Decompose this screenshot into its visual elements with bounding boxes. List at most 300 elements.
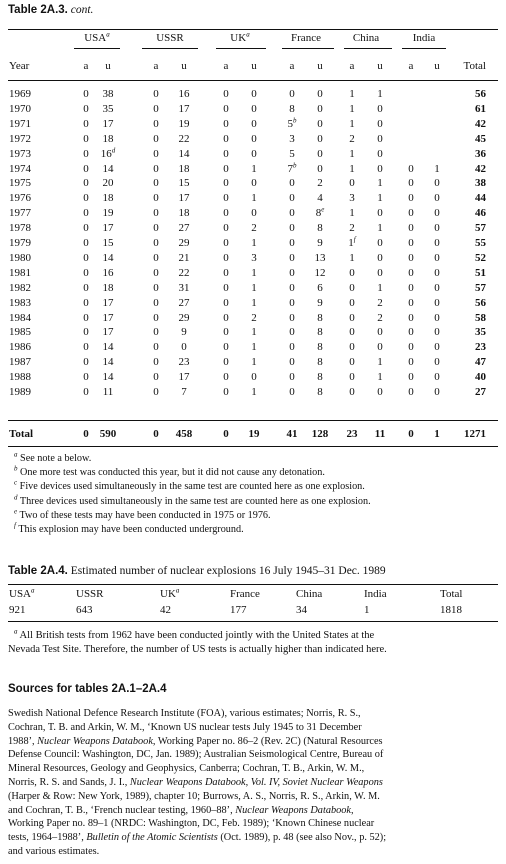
row-total-cell: 42 xyxy=(475,117,486,130)
sources-line xyxy=(8,804,498,818)
footnote xyxy=(14,480,365,493)
value-cell: 34 xyxy=(296,604,307,616)
column-header xyxy=(76,587,104,601)
value-cell: 1 xyxy=(251,281,257,294)
value-cell: 0 xyxy=(289,266,295,279)
row-total-cell: 57 xyxy=(475,222,486,235)
value-cell: 18 xyxy=(102,192,114,205)
value-cell: 1 xyxy=(251,386,257,398)
row-total-cell: 52 xyxy=(475,251,486,264)
value-cell: 0 xyxy=(153,251,159,264)
value-cell: 8 xyxy=(317,311,323,324)
value-cell: 8 xyxy=(317,356,323,369)
value-cell: 27 xyxy=(178,296,190,309)
value-cell: 0 xyxy=(153,162,159,175)
subheader-u: u xyxy=(105,60,111,72)
value-cell: 0 xyxy=(83,222,89,235)
total-value-cell: 11 xyxy=(374,428,386,440)
value-cell: 0 xyxy=(434,296,440,309)
value-cell: 3 xyxy=(289,132,295,145)
value-cell: 1 xyxy=(377,177,383,190)
row-total-cell: 56 xyxy=(475,296,486,309)
row-total-cell: 51 xyxy=(475,266,486,279)
sources-line xyxy=(8,735,498,749)
sources-line xyxy=(8,748,498,762)
value-cell: 1 xyxy=(251,266,257,279)
value-cell: 0 xyxy=(434,326,440,339)
country-name: UK xyxy=(230,32,247,44)
value-cell: 0 xyxy=(83,207,89,220)
value-cell: 0 xyxy=(153,102,159,115)
value-cell: 0 xyxy=(408,341,414,354)
value-cell: 0 xyxy=(377,102,383,115)
value-cell: 0 xyxy=(349,177,355,190)
table-top-rule xyxy=(8,29,498,30)
group-rule xyxy=(282,48,334,49)
group-rule xyxy=(74,48,120,49)
total-value-cell: 0 xyxy=(153,428,159,440)
value-cell: 0 xyxy=(289,237,295,249)
subheader-a: a xyxy=(223,60,229,72)
value-cell: 0 xyxy=(153,296,159,309)
text-run: (Harper & Row: New York, 1989), chapter 10; Burrows, A. S., Norris, R. S., Arkin, W. M. xyxy=(8,790,380,802)
sources-line xyxy=(8,707,498,721)
value-cell: 0 xyxy=(223,266,229,279)
footnote-mark: a xyxy=(175,586,180,595)
value-cell: 15 xyxy=(102,237,114,249)
year-cell: 1980 xyxy=(9,251,31,264)
value-cell: 18 xyxy=(178,162,190,175)
value-cell: 0 xyxy=(83,356,89,369)
value-cell: 16 xyxy=(102,266,114,279)
column-header-label: India xyxy=(364,588,387,600)
value-cell: 0 xyxy=(251,102,257,115)
value-cell: 0 xyxy=(83,311,89,324)
year-cell: 1988 xyxy=(9,371,31,384)
value-cell: 0 xyxy=(251,177,257,190)
total-value-cell: 1 xyxy=(434,428,440,440)
value-cell: 0 xyxy=(349,341,355,354)
column-header-label: France xyxy=(230,588,260,600)
value-cell: 0 xyxy=(153,371,159,384)
value-cell: 0 xyxy=(83,162,89,175)
value-cell: 22 xyxy=(178,132,190,145)
value-cell: 16 xyxy=(178,88,190,100)
value-cell: 8 xyxy=(317,371,323,384)
value-cell: 2 xyxy=(317,177,323,190)
value-cell: 23 xyxy=(178,356,190,369)
value-cell: 0 xyxy=(434,341,440,354)
value-cell: 0 xyxy=(83,177,89,190)
row-total-cell: 27 xyxy=(475,386,486,398)
pre-total-rule xyxy=(8,420,498,421)
value-cell: 0 xyxy=(434,266,440,279)
value-cell: 0 xyxy=(83,341,89,354)
row-total-cell: 57 xyxy=(475,281,486,294)
footnote-mark: f xyxy=(14,521,16,530)
value-cell: 14 xyxy=(102,162,114,175)
year-cell: 1986 xyxy=(9,341,31,354)
value-cell: 0 xyxy=(289,251,295,264)
year-cell: 1978 xyxy=(9,222,31,235)
value-cell: 0 xyxy=(377,341,383,354)
row-total-cell: 40 xyxy=(475,371,486,384)
value-cell: 17 xyxy=(178,371,190,384)
value-cell: 0 xyxy=(317,162,323,175)
value-cell: 0 xyxy=(289,371,295,384)
value-cell: 0 xyxy=(83,147,89,160)
footnote-mark: b xyxy=(293,116,297,125)
subheader-a: a xyxy=(408,60,414,72)
value-cell: 1 xyxy=(377,88,383,100)
value-cell: 17 xyxy=(102,311,114,324)
value-cell: 7 xyxy=(181,386,187,398)
value-cell: 0 xyxy=(83,102,89,115)
value-cell: 0 xyxy=(349,386,355,398)
value-cell: 1 xyxy=(349,162,355,175)
total-value-cell: 41 xyxy=(286,428,298,440)
footnote-mark: b xyxy=(293,160,297,169)
total-value-cell: 23 xyxy=(346,428,358,440)
header-rule xyxy=(8,80,498,81)
value-cell: 0 xyxy=(349,311,355,324)
country-header xyxy=(353,31,379,45)
sources-text xyxy=(8,707,498,859)
year-cell: 1977 xyxy=(9,207,31,220)
italic-title: Nuclear Weapons Databook xyxy=(235,804,351,816)
value-cell: 0 xyxy=(317,88,323,100)
value-cell: 0 xyxy=(434,371,440,384)
value-cell: 0 xyxy=(83,371,89,384)
value-cell: 0 xyxy=(408,251,414,264)
text-run: Mineral Resources, Geology and Geophysics, Canberra; Cochran, T. B., Arkin, W. M., xyxy=(8,763,365,775)
value-cell: 31 xyxy=(178,281,190,294)
value-cell: 0 xyxy=(153,117,159,130)
table-2a4-top-rule xyxy=(8,584,498,585)
value-cell: 1 xyxy=(349,207,355,220)
year-header: Year xyxy=(9,60,30,72)
value-cell: 3 xyxy=(349,192,355,205)
table-number: Table 2A.3. xyxy=(8,4,68,16)
value-cell: 0 xyxy=(434,311,440,324)
value-cell: 0 xyxy=(408,281,414,294)
value-cell: 0 xyxy=(153,132,159,145)
country-name: France xyxy=(291,32,321,44)
value-cell: 0 xyxy=(251,117,257,130)
value-cell: 0 xyxy=(408,192,414,205)
table-2a3-title xyxy=(8,4,93,16)
text-run: (Oct. 1989), p. 48 (see also Nov., p. 52); xyxy=(217,832,387,844)
value-cell: 0 xyxy=(83,281,89,294)
year-cell: 1974 xyxy=(9,162,31,175)
row-total-cell: 23 xyxy=(475,341,486,354)
value-cell: 0 xyxy=(153,266,159,279)
value-cell: 0 xyxy=(349,281,355,294)
value-cell: 0 xyxy=(349,326,355,339)
value-cell: 8 xyxy=(317,341,323,354)
value-cell: 1 xyxy=(251,326,257,339)
value-cell: 0 xyxy=(377,251,383,264)
value-cell: 1 xyxy=(349,102,355,115)
value-cell: 18 xyxy=(178,207,190,220)
subheader-u: u xyxy=(181,60,187,72)
total-value-cell: 0 xyxy=(408,428,414,440)
value-cell: 3 xyxy=(251,251,257,264)
text-run: and Cochran, T. B., ‘French nuclear testing, 1960–88’, xyxy=(8,804,236,816)
value-cell: 0 xyxy=(153,326,159,339)
table-bottom-rule xyxy=(8,446,498,447)
value-cell: 2 xyxy=(349,132,355,145)
value-cell: 0 xyxy=(289,281,295,294)
group-rule xyxy=(402,48,446,49)
value-cell: 0 xyxy=(377,147,383,160)
italic-title: Bulletin of the Atomic Scientists xyxy=(86,832,218,844)
value-cell: 0 xyxy=(408,386,414,398)
value-cell: 0 xyxy=(317,147,323,160)
column-header xyxy=(9,587,35,601)
value-cell: 2 xyxy=(251,311,257,324)
column-header xyxy=(160,587,179,601)
column-header-label: UK xyxy=(160,588,176,600)
value-cell: 42 xyxy=(160,604,171,616)
subheader-a: a xyxy=(83,60,89,72)
value-cell: 0 xyxy=(153,88,159,100)
year-cell: 1969 xyxy=(9,88,31,100)
subheader-a: a xyxy=(289,60,295,72)
value-cell: 0 xyxy=(349,296,355,309)
value-cell: 0 xyxy=(434,281,440,294)
value-cell: 0 xyxy=(408,177,414,190)
footnote-text: One more test was conducted this year, but it did not cause any detonation. xyxy=(17,467,325,479)
year-cell: 1983 xyxy=(9,296,31,309)
value-cell: 1 xyxy=(364,604,370,616)
total-header: Total xyxy=(463,60,486,72)
total-value-cell: 590 xyxy=(99,428,117,440)
value-cell: 0 xyxy=(153,341,159,354)
year-cell: 1982 xyxy=(9,281,31,294)
value-cell: 0 xyxy=(289,222,295,235)
value-cell: 14 xyxy=(102,371,114,384)
value-cell: 0 xyxy=(289,341,295,354)
year-cell: 1972 xyxy=(9,132,31,145)
value-cell: 0 xyxy=(223,311,229,324)
year-cell: 1985 xyxy=(9,326,31,339)
value-cell: 0 xyxy=(153,192,159,205)
country-name: China xyxy=(352,32,380,44)
year-cell: 1989 xyxy=(9,386,31,398)
country-header xyxy=(413,31,436,45)
value-cell: 0 xyxy=(83,326,89,339)
column-header xyxy=(296,587,322,601)
value-cell: 0 xyxy=(434,207,440,220)
value-cell: 0 xyxy=(408,237,414,249)
footnote xyxy=(14,495,371,508)
text-run: Defense Council: Washington, DC, Jan. 1989); Australian Seismological Centre, Bureau of xyxy=(8,749,384,761)
value-cell: 921 xyxy=(9,604,26,616)
value-cell: 0 xyxy=(289,177,295,190)
value-cell: 2 xyxy=(349,222,355,235)
value-cell: 18 xyxy=(102,281,114,294)
value-cell: 0 xyxy=(377,326,383,339)
value-cell: 2 xyxy=(377,296,383,309)
text-run: Cochran, T. B. and Arkin, W. M., ‘Known US nuclear tests July 1945 to 31 December xyxy=(8,721,362,733)
value-cell: 1 xyxy=(251,237,257,249)
value-cell: 0 xyxy=(223,102,229,115)
row-total-cell: 56 xyxy=(475,88,486,100)
value-cell: 0 xyxy=(83,386,89,398)
sources-heading: Sources for tables 2A.1–2A.4 xyxy=(8,683,167,695)
group-rule xyxy=(216,48,266,49)
value-cell: 0 xyxy=(223,371,229,384)
footnote xyxy=(14,466,325,479)
value-cell: 17 xyxy=(102,117,114,130)
value-cell: 0 xyxy=(349,356,355,369)
sources-line xyxy=(8,817,498,831)
value-cell: 2 xyxy=(377,311,383,324)
value-cell: 17 xyxy=(102,296,114,309)
value-cell: 0 xyxy=(289,311,295,324)
value-cell: 2 xyxy=(251,222,257,235)
text-run: and various estimates. xyxy=(8,845,100,857)
row-total-cell: 42 xyxy=(475,162,486,175)
value-cell: 0 xyxy=(153,386,159,398)
footnote-mark: a xyxy=(14,450,18,459)
value-cell: 9 xyxy=(317,237,323,249)
footnote-text: Five devices used simultaneously in the same test are counted here as one explosion. xyxy=(17,481,365,493)
value-cell: 0 xyxy=(223,162,229,175)
value-cell: 1 xyxy=(349,147,355,160)
value-cell: 0 xyxy=(289,192,295,205)
total-value-cell: 0 xyxy=(83,428,89,440)
value-cell: 0 xyxy=(83,192,89,205)
row-total-cell: 55 xyxy=(475,237,486,249)
value-cell: 0 xyxy=(317,117,323,130)
value-cell: 15 xyxy=(178,177,190,190)
country-name: USA xyxy=(84,32,107,44)
value-cell: 8 xyxy=(317,222,323,235)
year-cell: 1987 xyxy=(9,356,31,369)
value-cell: 0 xyxy=(153,237,159,249)
note-line-1: All British tests from 1962 have been conducted jointly with the United States at the xyxy=(19,630,375,641)
total-value-cell: 19 xyxy=(248,428,260,440)
value-cell: 0 xyxy=(434,177,440,190)
value-cell: 0 xyxy=(317,132,323,145)
column-header-label: USA xyxy=(9,588,32,600)
value-cell: 0 xyxy=(153,311,159,324)
value-cell: 1 xyxy=(251,162,257,175)
value-cell: 0 xyxy=(434,356,440,369)
total-value-cell: 128 xyxy=(311,428,329,440)
footnote-mark: d xyxy=(14,493,18,502)
value-cell: 0 xyxy=(408,266,414,279)
value-cell: 1 xyxy=(377,192,383,205)
value-cell: 1 xyxy=(377,222,383,235)
footnote-mark: a xyxy=(106,30,110,39)
value-cell: 1818 xyxy=(440,604,462,616)
value-cell: 1 xyxy=(251,192,257,205)
value-cell: 14 xyxy=(178,147,190,160)
group-rule xyxy=(142,48,198,49)
footnote-mark: d xyxy=(111,145,116,154)
column-header xyxy=(364,587,387,601)
total-value-cell: 458 xyxy=(175,428,193,440)
country-name: India xyxy=(412,32,436,44)
value-cell: 9 xyxy=(181,326,187,339)
value-cell: 0 xyxy=(83,266,89,279)
year-cell: 1981 xyxy=(9,266,31,279)
value-cell: 0 xyxy=(223,356,229,369)
group-rule xyxy=(344,48,392,49)
text-run: , xyxy=(350,804,354,816)
value-cell: 1 xyxy=(434,162,440,175)
footnote-text: Three devices used simultaneously in the same test are counted here as one explosion. xyxy=(17,495,371,507)
value-cell: 17 xyxy=(178,102,190,115)
country-header xyxy=(230,31,249,45)
value-cell: 1 xyxy=(349,251,355,264)
row-total-cell: 45 xyxy=(475,132,486,145)
value-cell: 8 xyxy=(317,386,323,398)
value-cell: 177 xyxy=(230,604,247,616)
subheader-u: u xyxy=(251,60,257,72)
value-cell: 0 xyxy=(83,132,89,145)
sources-line xyxy=(8,790,498,804)
footnote xyxy=(14,509,271,522)
value-cell: 1 xyxy=(349,117,355,130)
year-cell: 1971 xyxy=(9,117,31,130)
value-cell: 1 xyxy=(251,341,257,354)
value-cell: 0 xyxy=(223,386,229,398)
country-header xyxy=(291,31,321,45)
row-total-cell: 44 xyxy=(475,192,486,205)
value-cell: 0 xyxy=(223,192,229,205)
value-cell: 17 xyxy=(178,192,190,205)
value-cell: 0 xyxy=(434,222,440,235)
value-cell: 0 xyxy=(223,207,229,220)
value-cell: 0 xyxy=(251,371,257,384)
italic-title: Nuclear Weapons Databook xyxy=(37,735,153,747)
subheader-u: u xyxy=(434,60,440,72)
value-cell: 1$^f$ xyxy=(348,235,356,249)
value-cell: 0 xyxy=(317,102,323,115)
note-mark: a xyxy=(14,627,18,636)
value-cell: 1 xyxy=(349,88,355,100)
sources-line xyxy=(8,721,498,735)
value-cell: 0 xyxy=(377,132,383,145)
table-title-text: Estimated number of nuclear explosions 16 July 1945–31 Dec. 1989 xyxy=(70,565,386,577)
value-cell: 20 xyxy=(102,177,114,190)
footnote-mark: c xyxy=(14,479,18,487)
value-cell: 17 xyxy=(102,326,114,339)
sources-line xyxy=(8,845,498,859)
column-header-label: Total xyxy=(440,588,463,600)
value-cell: 27 xyxy=(178,222,190,235)
total-value-cell: 0 xyxy=(223,428,229,440)
text-run: Swedish National Defence Research Institute (FOA), various estimates; Norris, R. S., xyxy=(8,708,361,719)
value-cell: 0 xyxy=(251,132,257,145)
value-cell: 0 xyxy=(223,326,229,339)
value-cell: 0 xyxy=(434,237,440,249)
value-cell: 0 xyxy=(223,296,229,309)
text-run: 1988’, xyxy=(8,735,38,747)
value-cell: 0 xyxy=(434,192,440,205)
footnote-text: See note a below. xyxy=(17,453,92,464)
country-name: USSR xyxy=(156,32,184,44)
footnote xyxy=(14,523,244,536)
value-cell: 0 xyxy=(289,296,295,309)
table-2a4-note xyxy=(8,627,387,657)
value-cell: 0 xyxy=(377,117,383,130)
value-cell: 0 xyxy=(153,147,159,160)
